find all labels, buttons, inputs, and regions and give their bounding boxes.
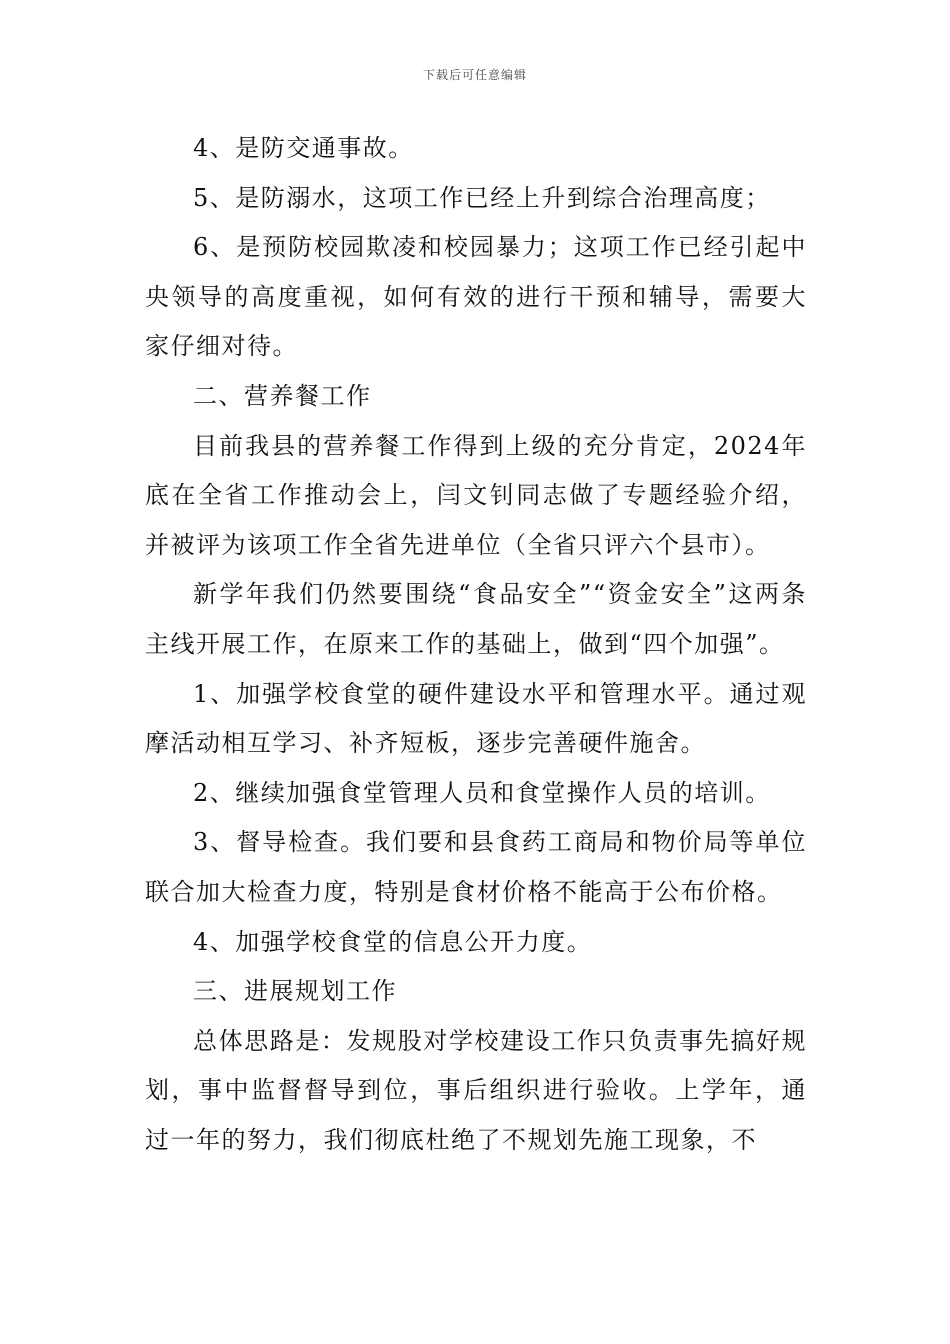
list-item-training: 2、继续加强食堂管理人员和食堂操作人员的培训。	[193, 778, 771, 807]
paragraph-traffic-safety: 4、是防交通事故。	[193, 134, 414, 162]
section-heading-nutrition-meals: 二、营养餐工作	[193, 381, 372, 410]
paragraph-bullying-prevention: 6、是预防校园欺凌和校园暴力；这项工作已经引起中央领导的高度重视，如何有效的进行干预和辅导，需要大家仔细对待。	[145, 233, 807, 361]
list-item-disclosure: 4、加强学校食堂的信息公开力度。	[193, 927, 593, 956]
list-item-inspection: 3、督导检查。我们要和县食药工商局和物价局等单位联合加大检查力度，特别是食材价格不能高于公布价格。	[145, 828, 807, 906]
page-header-note: 下载后可任意编辑	[422, 68, 527, 82]
paragraph-nutrition-status: 目前我县的营养餐工作得到上级的充分肯定，2024年底在全省工作推动会上，闫文钊同志做了专题经验介绍，并被评为该项工作全省先进单位（全省只评六个县市）。	[145, 431, 807, 559]
paragraph-four-strengthens: 新学年我们仍然要围绕“食品安全”“资金安全”这两条主线开展工作，在原来工作的基础上，做到“四个加强”。	[145, 580, 807, 658]
paragraph-planning-approach: 总体思路是：发规股对学校建设工作只负责事先搞好规划，事中监督督导到位，事后组织进行验收。上学年，通过一年的努力，我们彻底杜绝了不规划先施工现象，不	[145, 1026, 807, 1154]
list-item-hardware: 1、加强学校食堂的硬件建设水平和管理水平。通过观摩活动相互学习、补齐短板，逐步完善硬件施舍。	[145, 679, 807, 758]
section-heading-planning: 三、进展规划工作	[193, 977, 397, 1006]
document-body	[145, 124, 807, 1165]
paragraph-drowning-prevention: 5、是防溺水，这项工作已经上升到综合治理高度；	[193, 183, 771, 212]
